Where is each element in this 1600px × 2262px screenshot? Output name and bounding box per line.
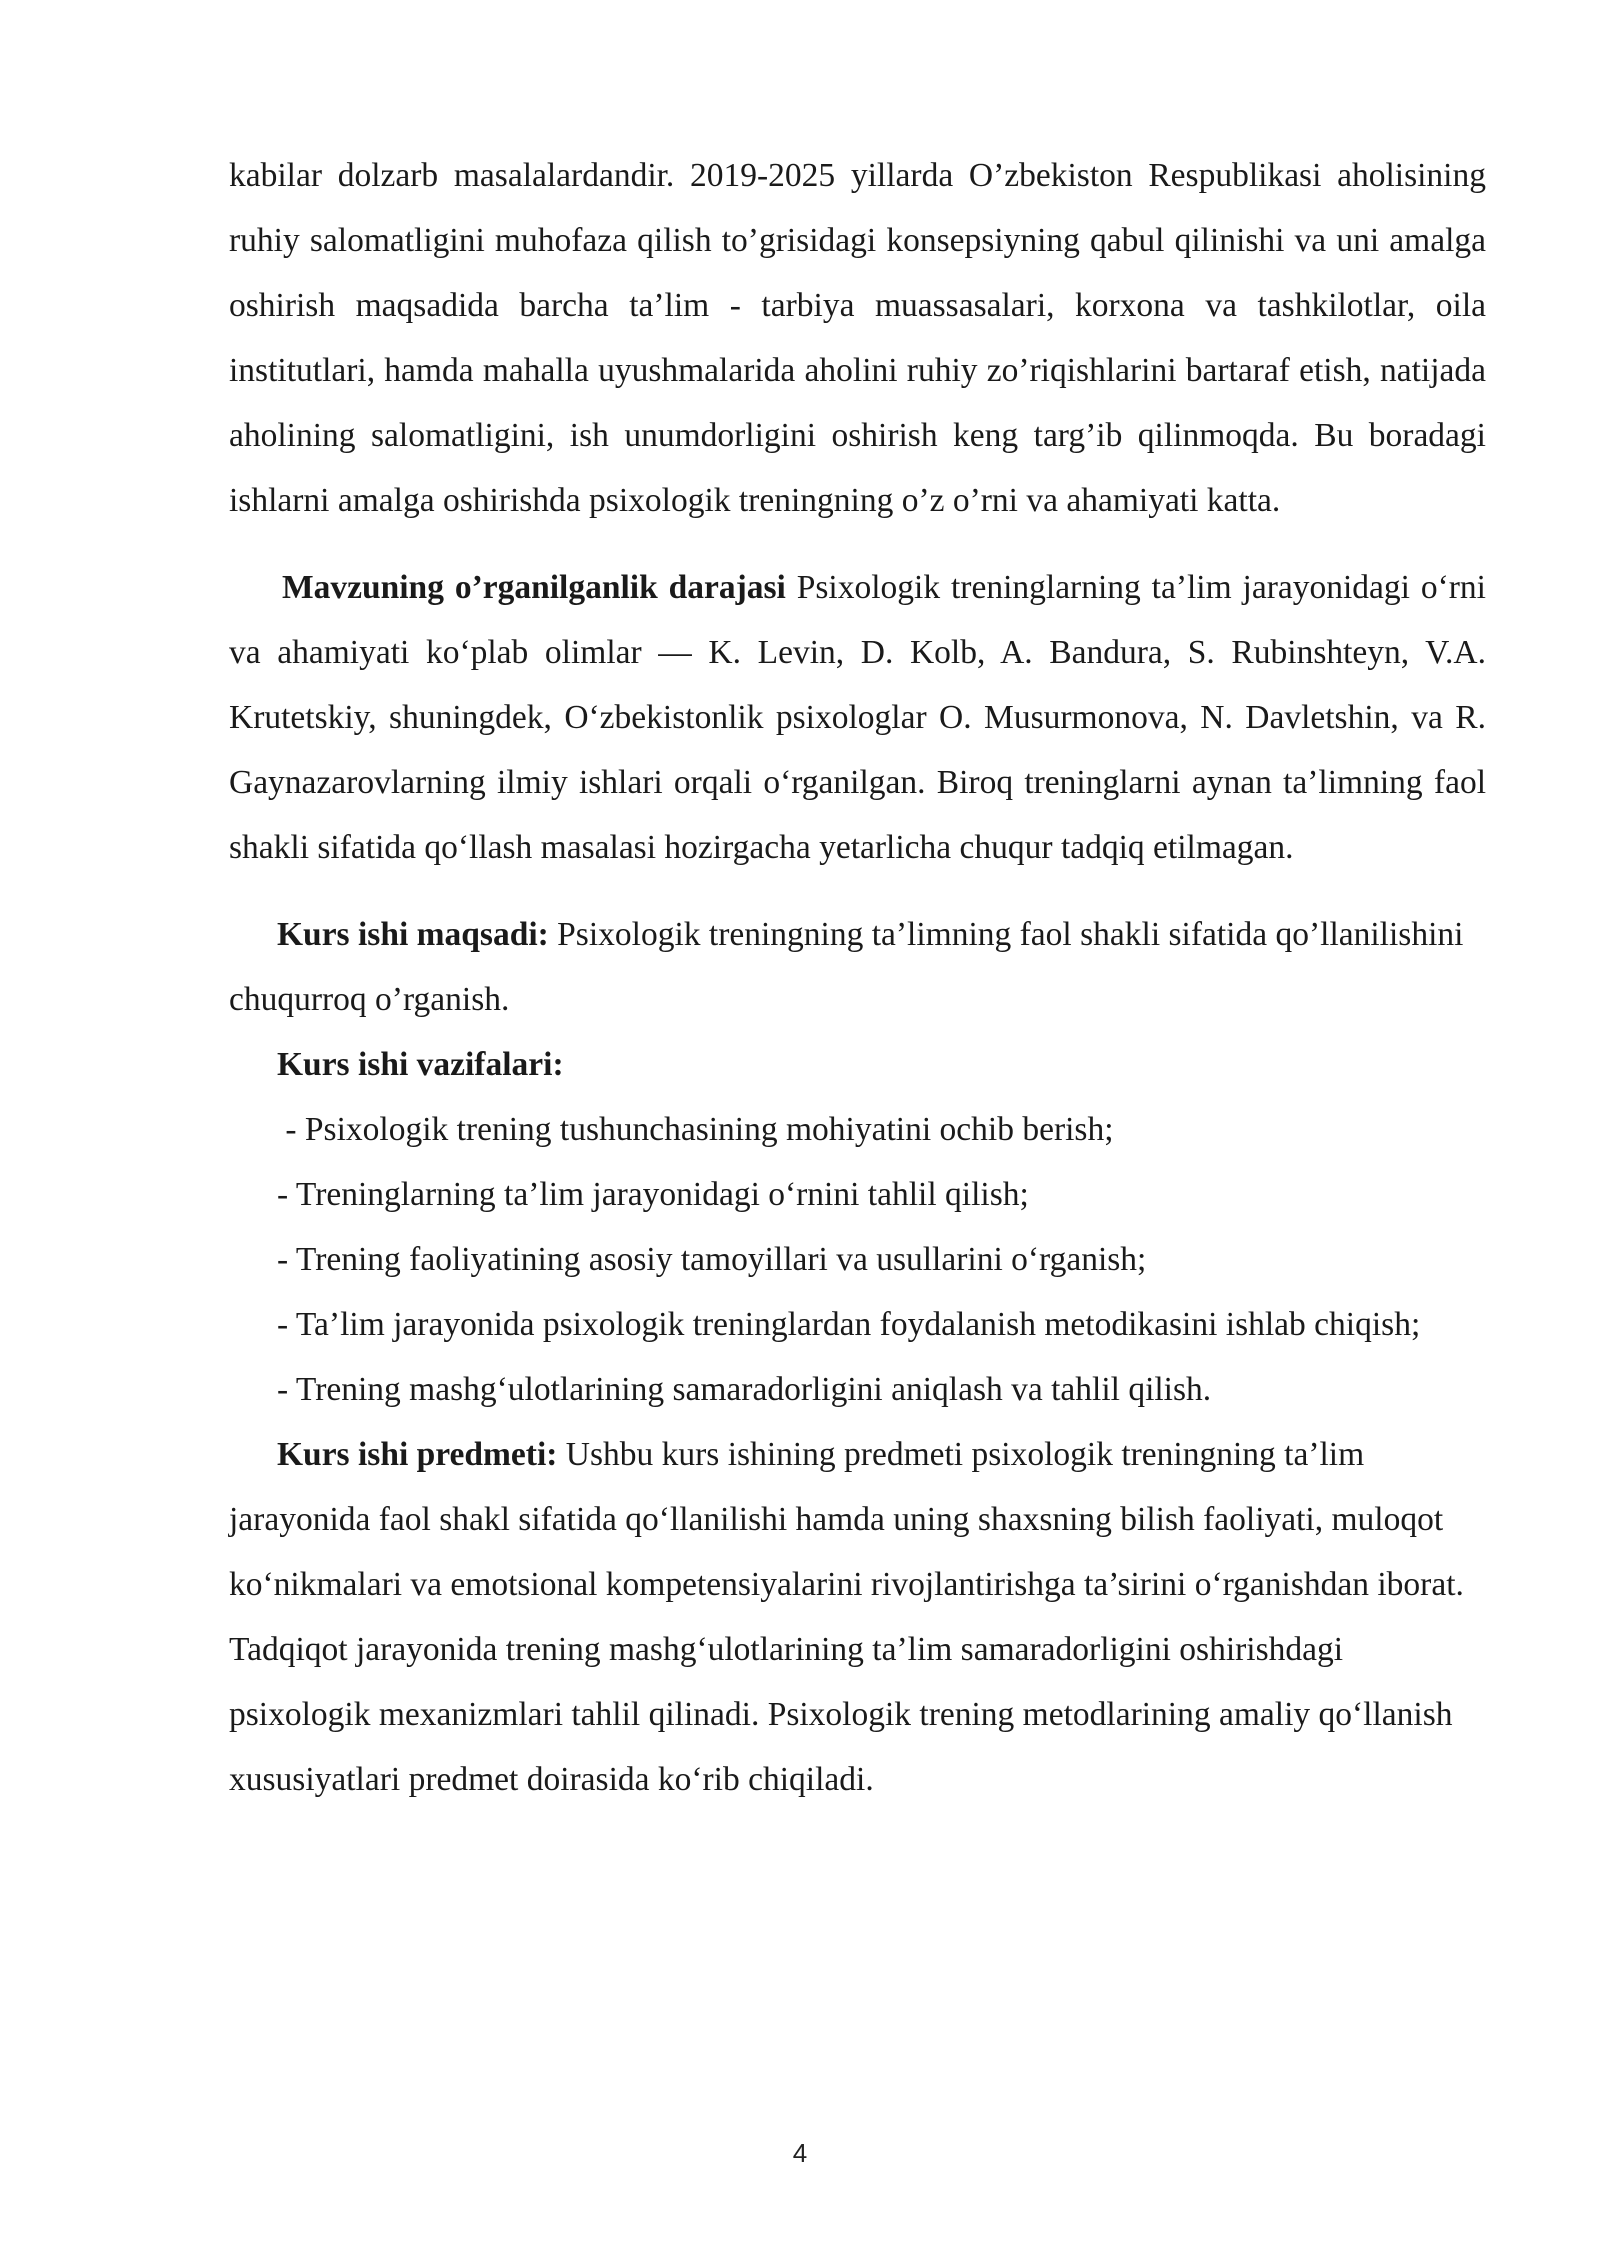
task-item: - Trening mashg‘ulotlarining samaradorligini aniqlash va tahlil qilish.	[277, 1371, 1212, 1408]
goal-paragraph	[229, 902, 1486, 1032]
subject-paragraph	[229, 1422, 1486, 1812]
goal-text: Psixologik treningning ta’limning faol shakli sifatida qo’llanilishini chuqurroq o’rganish.	[229, 916, 1464, 1018]
intro-paragraph: kabilar dolzarb masalalardandir. 2019-2025 yillarda O’zbekiston Respublikasi aholisining ruhiy salomatligini muhofaza qilish to’grisidagi konsepsiyning qabul qilinishi va uni amalga oshirish maqsadida barcha ta’lim - tarbiya muassasalari, korxona va tashkilotlar, oila institutlari, hamda mahalla uyushmalarida aholini ruhiy zo’riqishlarini bartaraf etish, natijada aholining salomatligini, ish unumdorligini oshirish keng targ’ib qilinmoqda. Bu boradagi ishlarni amalga oshirishda psixologik treningning o’z o’rni va ahamiyati katta.	[229, 157, 1486, 519]
subject-text: Ushbu kurs ishining predmeti psixologik treningning ta’lim jarayonida faol shakl sifatida qo‘llanilishi hamda uning shaxsning bilish faoliyati, muloqot ko‘nikmalari va emotsional kompetensiyalarini rivojlantirishga ta’sirini o‘rganishdan iborat. Tadqiqot jarayonida trening mashg‘ulotlarining ta’lim samaradorligini oshirishdagi psixologik mexanizmlari tahlil qilinadi. Psixologik trening metodlarining amaliy qo‘llanish xususiyatlari predmet doirasida ko‘rib chiqiladi.	[229, 1436, 1464, 1798]
subject-heading: Kurs ishi predmeti:	[277, 1436, 558, 1473]
task-item: - Treninglarning ta’lim jarayonidagi o‘rnini tahlil qilish;	[277, 1176, 1029, 1213]
tasks-heading	[229, 1032, 1486, 1097]
task-item: - Psixologik trening tushunchasining mohiyatini ochib berish;	[277, 1111, 1114, 1148]
research-degree-text: Psixologik treninglarning ta’lim jarayonidagi o‘rni va ahamiyati ko‘plab olimlar — K. Levin, D. Kolb, A. Bandura, S. Rubinshteyn, V.A. Krutetskiy, shuningdek, O‘zbekistonlik psixologlar O. Musurmonova, N. Davletshin, va R. Gaynazarovlarning ilmiy ishlari orqali o‘rganilgan. Biroq treninglarni aynan ta’limning faol shakli sifatida qo‘llash masalasi hozirgacha yetarlicha chuqur tadqiq etilmagan.	[229, 569, 1486, 866]
tasks-heading-text: Kurs ishi vazifalari:	[277, 1046, 564, 1083]
research-degree-paragraph	[229, 555, 1486, 880]
task-item: - Ta’lim jarayonida psixologik treninglardan foydalanish metodikasini ishlab chiqish;	[277, 1306, 1421, 1343]
research-degree-heading: Mavzuning o’rganilganlik darajasi	[282, 569, 786, 606]
document-page	[229, 143, 1486, 1812]
goal-heading: Kurs ishi maqsadi:	[277, 916, 549, 953]
page-number: 4	[792, 2138, 808, 2168]
task-item: - Trening faoliyatining asosiy tamoyillari va usullarini o‘rganish;	[277, 1241, 1147, 1278]
